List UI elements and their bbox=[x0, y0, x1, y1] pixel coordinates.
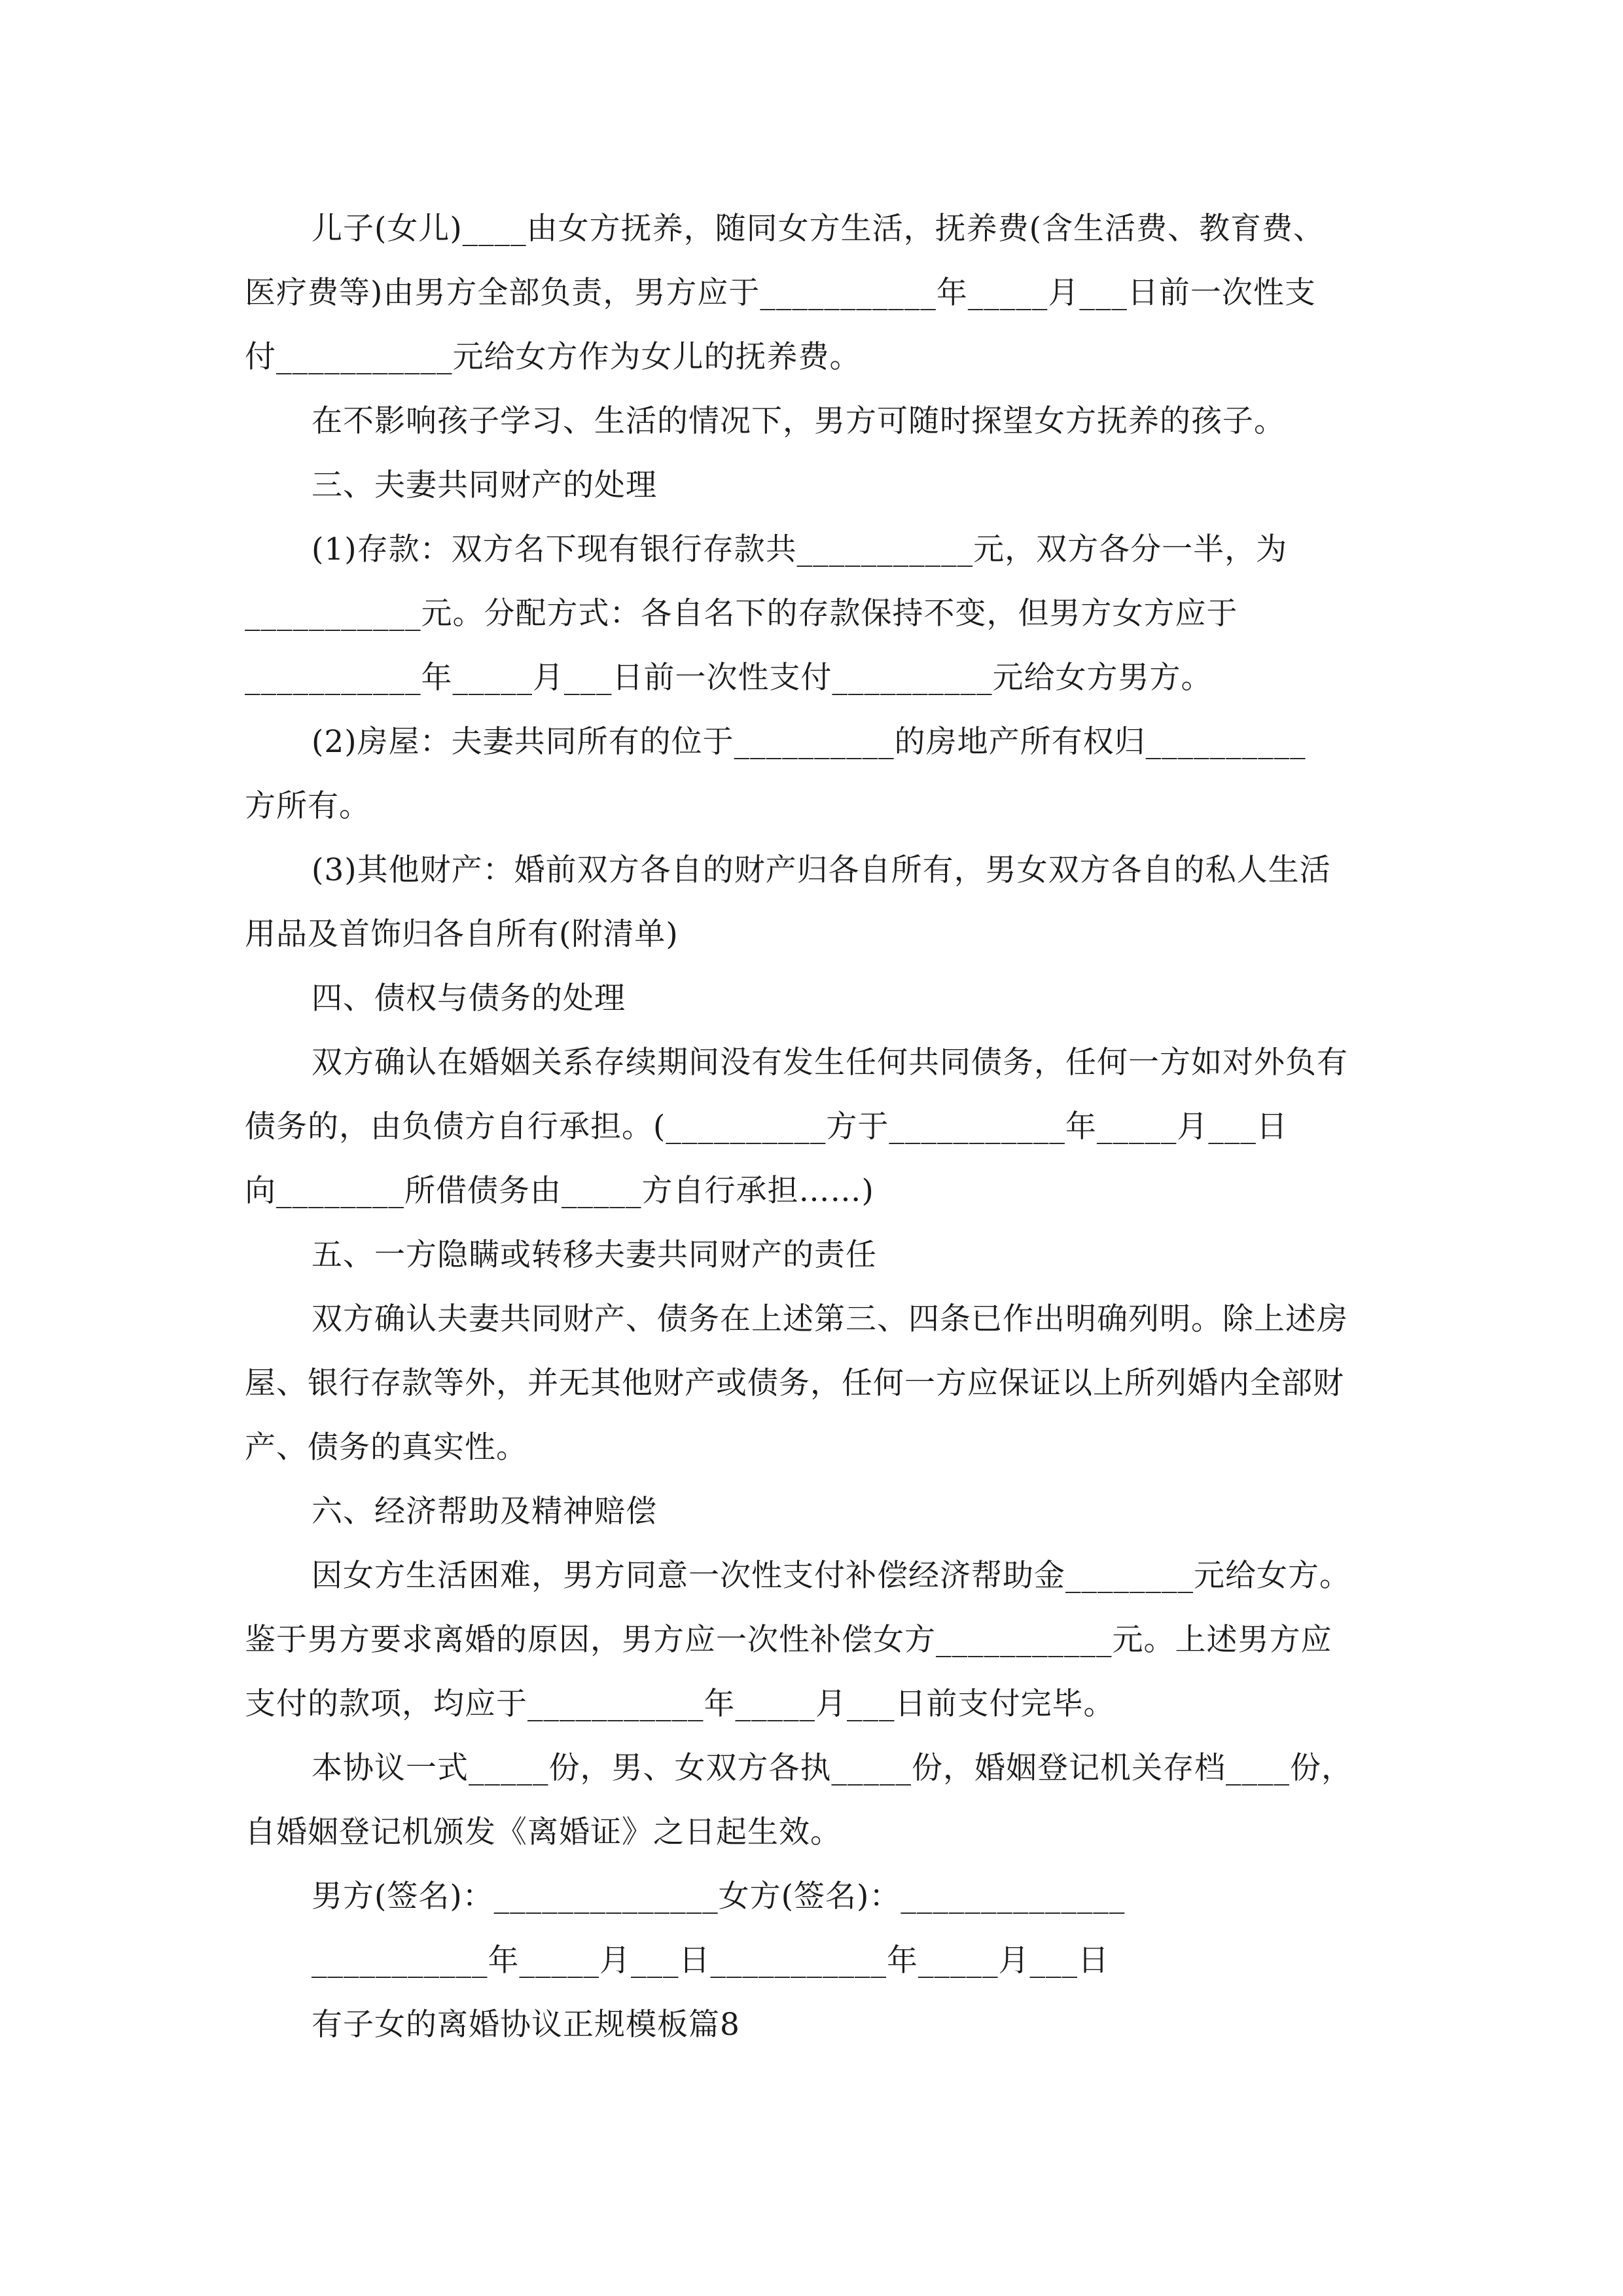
paragraph-line: 自婚姻登记机颁发《离婚证》之日起生效。 bbox=[245, 1814, 842, 1850]
section-heading-4: 四、债权与债务的处理 bbox=[312, 980, 626, 1016]
paragraph-line: 方所有。 bbox=[245, 788, 370, 824]
paragraph-line-copies: 本协议一式_____份，男、女双方各执_____份，婚姻登记机关存档____份， bbox=[312, 1750, 1353, 1786]
date-line: ___________年_____月___日___________年_____月___日 bbox=[312, 1943, 1109, 1979]
paragraph-line: 鉴于男方要求离婚的原因，男方应一次性补偿女方___________元。上述男方应 bbox=[245, 1622, 1332, 1658]
paragraph-line-debts: 双方确认在婚姻关系存续期间没有发生任何共同债务，任何一方如对外负有 bbox=[312, 1045, 1348, 1081]
paragraph-line: 支付的款项，均应于___________年_____月___日前支付完毕。 bbox=[245, 1686, 1115, 1722]
paragraph-line-custody: 儿子(女儿)____由女方抚养，随同女方生活，抚养费(含生活费、教育费、 bbox=[312, 211, 1325, 247]
paragraph-line: ___________年_____月___日前一次性支付__________元给女方男方。 bbox=[245, 660, 1213, 696]
paragraph-line: 向________所借债务由_____方自行承担……) bbox=[245, 1173, 874, 1209]
paragraph-line: 用品及首饰归各自所有(附清单) bbox=[245, 916, 679, 952]
next-template-title: 有子女的离婚协议正规模板篇8 bbox=[312, 2007, 740, 2043]
paragraph-line-visitation: 在不影响孩子学习、生活的情况下，男方可随时探望女方抚养的孩子。 bbox=[312, 403, 1285, 439]
paragraph-line: 付___________元给女方作为女儿的抚养费。 bbox=[245, 339, 861, 375]
paragraph-line-confirmation: 双方确认夫妻共同财产、债务在上述第三、四条已作出明确列明。除上述房 bbox=[312, 1301, 1348, 1337]
section-heading-3: 三、夫妻共同财产的处理 bbox=[312, 467, 657, 503]
paragraph-line: 债务的，由负债方自行承担。(__________方于___________年_____月___日 bbox=[245, 1109, 1288, 1145]
paragraph-line-house: (2)房屋：夫妻共同所有的位于__________的房地产所有权归__________ bbox=[312, 724, 1306, 760]
section-heading-5: 五、一方隐瞒或转移夫妻共同财产的责任 bbox=[312, 1237, 877, 1273]
section-heading-6: 六、经济帮助及精神赔偿 bbox=[312, 1494, 657, 1530]
paragraph-line: 医疗费等)由男方全部负责，男方应于___________年_____月___日前一次性支 bbox=[245, 275, 1316, 311]
paragraph-line: 屋、银行存款等外，并无其他财产或债务，任何一方应保证以上所列婚内全部财 bbox=[245, 1365, 1344, 1401]
paragraph-line-deposits: (1)存款：双方名下现有银行存款共___________元，双方各分一半，为 bbox=[312, 531, 1288, 567]
paragraph-line-compensation: 因女方生活困难，男方同意一次性支付补偿经济帮助金________元给女方。 bbox=[312, 1558, 1351, 1594]
paragraph-line: 产、债务的真实性。 bbox=[245, 1429, 527, 1465]
paragraph-line-other-property: (3)其他财产：婚前双方各自的财产归各自所有，男女双方各自的私人生活 bbox=[312, 852, 1331, 888]
paragraph-line: ___________元。分配方式：各自名下的存款保持不变，但男方女方应于 bbox=[245, 596, 1238, 632]
signature-line: 男方(签名)：______________女方(签名)：______________ bbox=[312, 1878, 1126, 1914]
